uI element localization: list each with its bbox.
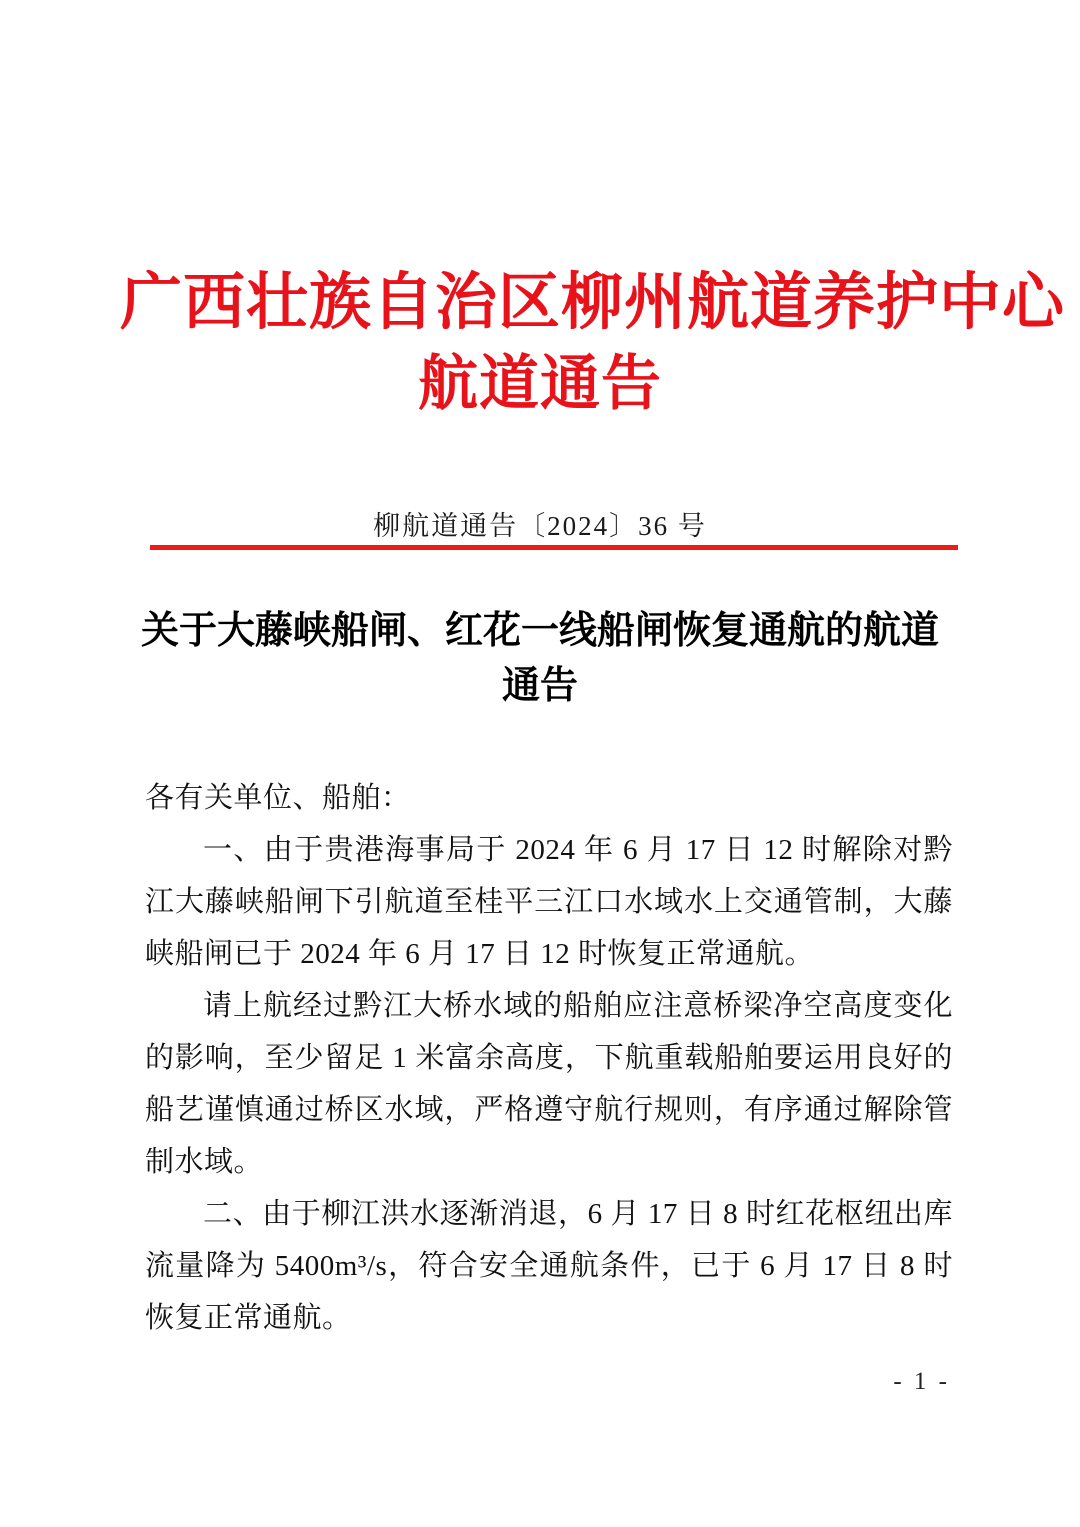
red-separator-rule — [150, 545, 958, 550]
body-paragraph: 请上航经过黔江大桥水域的船舶应注意桥梁净空高度变化的影响，至少留足 1 米富余高度，下航重载船舶要运用良好的船艺谨慎通过桥区水域，严格遵守航行规则，有序通过解除管制水域。 — [145, 990, 953, 1178]
body-paragraph: 一、由于贵港海事局于 2024 年 6 月 17 日 12 时解除对黔江大藤峡船闸下引航道至桂平三江口水域水上交通管制，大藤峡船闸已于 2024 年 6 月 17 日 12 时恢复正常通航。 — [145, 834, 953, 970]
masthead-organization-line: 广西壮族自治区柳州航道养护中心 — [120, 269, 1066, 337]
document-body — [145, 772, 953, 1344]
salutation: 各有关单位、船舶： — [145, 782, 411, 814]
page-title: 关于大藤峡船闸、红花一线船闸恢复通航的航道通告 — [140, 610, 939, 707]
document-serial-number: 柳航道通告〔2024〕36 号 — [373, 511, 707, 541]
masthead-notice-type-line: 航道通告 — [418, 351, 662, 417]
masthead — [120, 262, 1066, 424]
page-number-footer: - 1 - — [893, 1368, 950, 1395]
body-paragraph: 二、由于柳江洪水逐渐消退，6 月 17 日 8 时红花枢纽出库流量降为 5400m³/s，符合安全通航条件，已于 6 月 17 日 8 时恢复正常通航。 — [145, 1198, 953, 1334]
